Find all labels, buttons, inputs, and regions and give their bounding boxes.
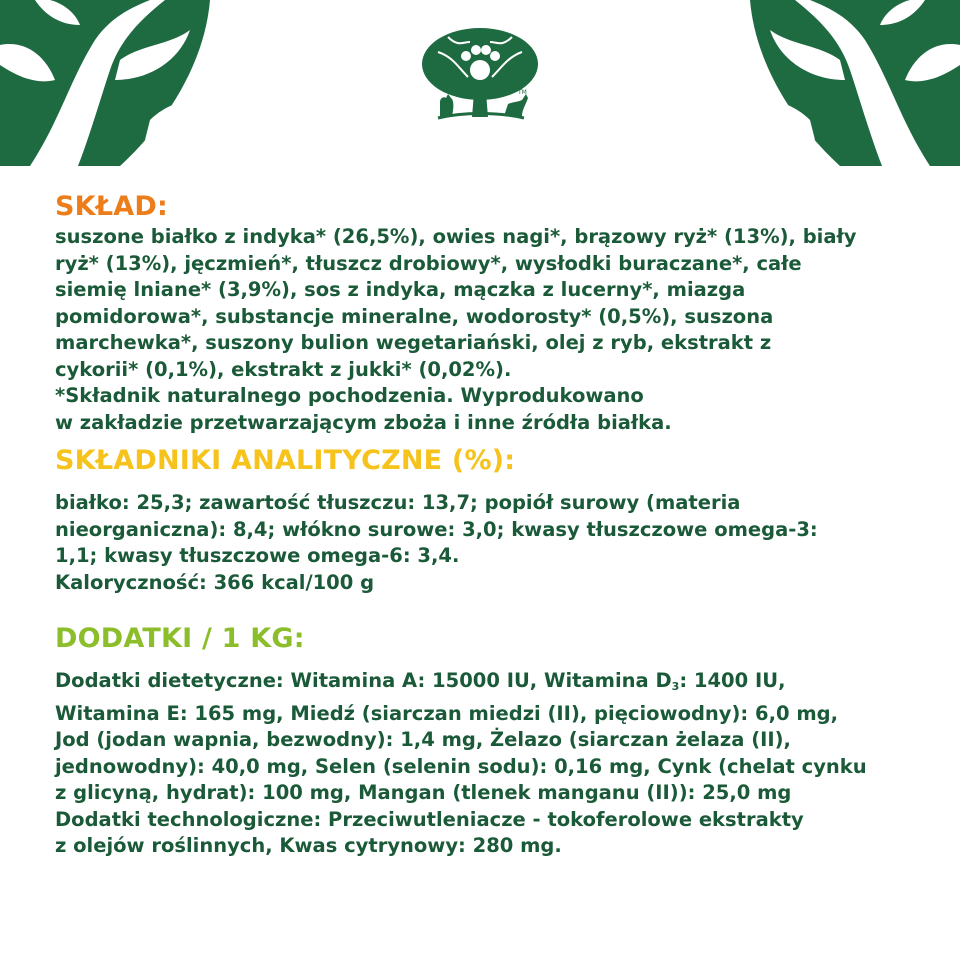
additives-line	[55, 668, 935, 701]
additives-section	[55, 622, 935, 860]
analytical-line: białko: 25,3; zawartość tłuszczu: 13,7; popiół surowy (materia	[55, 491, 741, 514]
vitamin-d-subscript: 3	[671, 680, 680, 693]
composition-note-line: w zakładzie przetwarzającym zboża i inne źródła białka.	[55, 410, 672, 434]
additives-line: jednowodny): 40,0 mg, Selen (selenin sodu): 0,16 mg, Cynk (chelat cynku	[55, 754, 867, 778]
composition-section	[55, 190, 935, 436]
additives-line: z glicyną, hydrat): 100 mg, Mangan (tlenek manganu (II)): 25,0 mg	[55, 781, 792, 804]
composition-line: cykorii* (0,1%), ekstrakt z jukki* (0,02%).	[55, 357, 512, 381]
additives-line: z olejów roślinnych, Kwas cytrynowy: 280 mg.	[55, 834, 562, 857]
composition-text	[55, 224, 935, 436]
tree-with-paw-cat-dog-logo-icon	[418, 22, 542, 130]
right-leaf-decoration	[750, 0, 960, 166]
composition-line: marchewka*, suszony bulion wegetariański, olej z ryb, ekstrakt z	[55, 331, 772, 354]
additives-line-end: : 1400 IU,	[679, 669, 786, 692]
additives-line: Jod (jodan wapnia, bezwodny): 1,4 mg, Żelazo (siarczan żelaza (II),	[55, 728, 791, 751]
header-banner	[0, 0, 960, 166]
composition-line: pomidorowa*, substancje mineralne, wodorosty* (0,5%), suszona	[55, 304, 774, 328]
additives-line: Witamina E: 165 mg, Miedź (siarczan miedzi (II), pięciowodny): 6,0 mg,	[55, 701, 839, 725]
composition-line: suszone białko z indyka* (26,5%), owies nagi*, brązowy ryż* (13%), biały	[55, 225, 857, 248]
analytical-section	[55, 444, 935, 596]
ingredients-content	[55, 190, 935, 860]
analytical-line: nieorganiczna): 8,4; włókno surowe: 3,0; kwasy tłuszczowe omega-3:	[55, 517, 818, 541]
analytical-heading: SKŁADNIKI ANALITYCZNE (%):	[55, 445, 516, 476]
left-leaf-decoration	[0, 0, 210, 166]
additives-heading: DODATKI / 1 KG:	[55, 623, 305, 654]
analytical-text	[55, 490, 935, 596]
composition-note-line: *Składnik naturalnego pochodzenia. Wyprodukowano	[55, 384, 644, 407]
composition-heading: SKŁAD:	[55, 191, 169, 222]
composition-line: ryż* (13%), jęczmień*, tłuszcz drobiowy*, wysłodki buraczane*, całe	[55, 251, 802, 275]
composition-line: siemię lniane* (3,9%), sos z indyka, mączka z lucerny*, miazga	[55, 278, 746, 301]
trademark-text: TM	[518, 89, 527, 96]
analytical-line: 1,1; kwasy tłuszczowe omega-6: 3,4.	[55, 544, 460, 567]
calorie-line: Kaloryczność: 366 kcal/100 g	[55, 570, 375, 594]
additives-line-start: Dodatki dietetyczne: Witamina A: 15000 IU, Witamina D	[55, 669, 672, 692]
additives-text	[55, 668, 935, 860]
additives-line: Dodatki technologiczne: Przeciwutleniacze - tokoferolowe ekstrakty	[55, 807, 804, 831]
